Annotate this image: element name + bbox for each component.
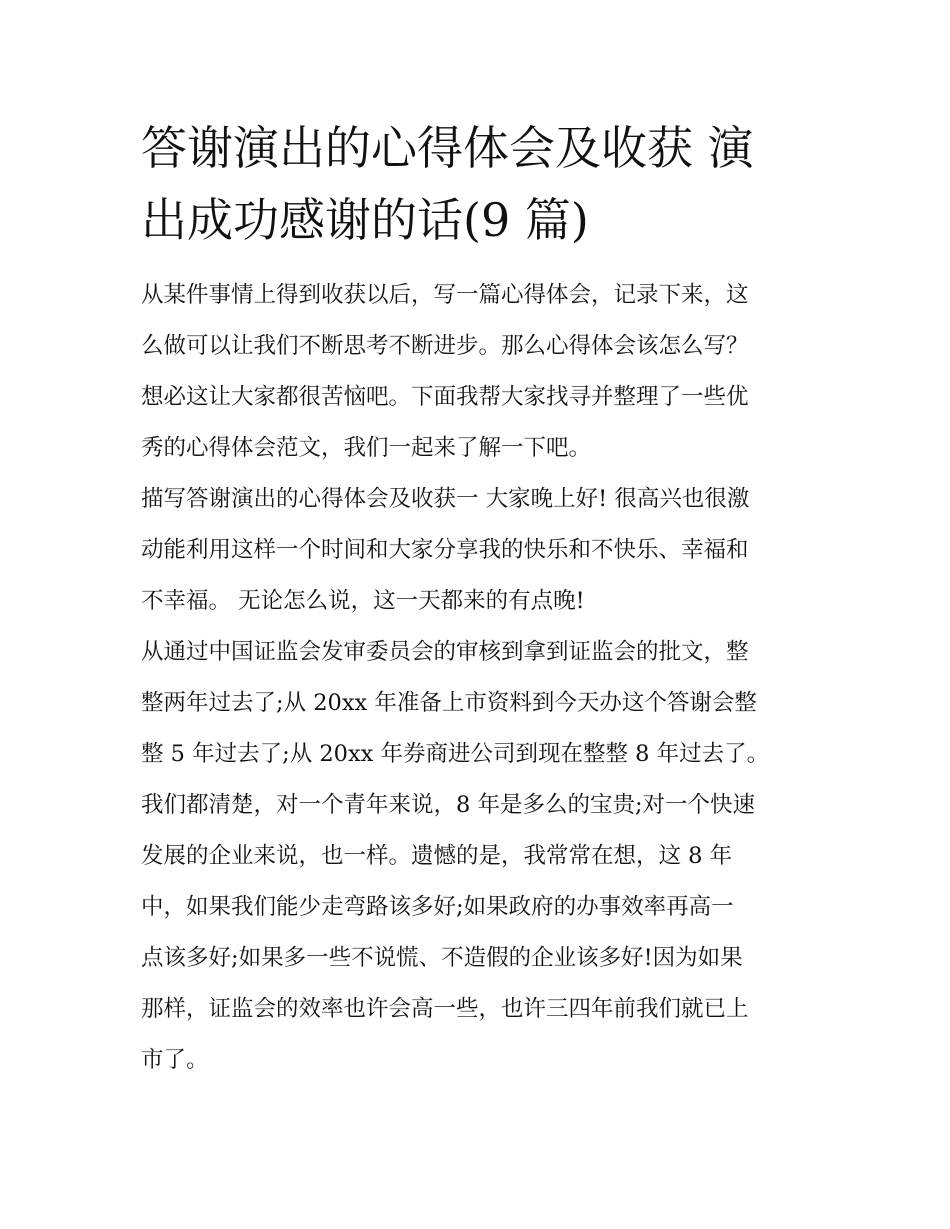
body-text-line: 从通过中国证监会发审委员会的审核到拿到证监会的批文，整 — [141, 639, 749, 665]
body-text-line: 么做可以让我们不断思考不断进步。那么心得体会该怎么写？ — [141, 333, 749, 359]
body-text-line: 描写答谢演出的心得体会及收获一 大家晚上好! 很高兴也很激 — [141, 486, 750, 512]
body-text-line: 整两年过去了;从 20xx 年准备上市资料到今天办这个答谢会整 — [141, 690, 757, 716]
title-line: 答谢演出的心得体会及收获 演 — [141, 121, 754, 175]
body-text-line: 市了。 — [141, 1047, 209, 1073]
document-content — [141, 112, 813, 1086]
body-text-line: 秀的心得体会范文，我们一起来了解一下吧。 — [141, 435, 592, 461]
body-text-line: 我们都清楚，对一个青年来说，8 年是多么的宝贵;对一个快速 — [141, 792, 756, 818]
body-text-line: 从某件事情上得到收获以后，写一篇心得体会，记录下来，这 — [141, 282, 749, 308]
document-title — [141, 112, 813, 256]
title-line: 出成功感谢的话(9 篇) — [141, 193, 589, 247]
body-text-line: 动能利用这样一个时间和大家分享我的快乐和不快乐、幸福和 — [141, 537, 749, 563]
body-text-line: 那样，证监会的效率也许会高一些，也许三四年前我们就已上 — [141, 996, 749, 1022]
body-text-line: 中，如果我们能少走弯路该多好;如果政府的办事效率再高一 — [141, 894, 734, 920]
body-text-line: 不幸福。 无论怎么说，这一天都来的有点晚! — [141, 588, 585, 614]
body-text-line: 点该多好;如果多一些不说慌、不造假的企业该多好!因为如果 — [141, 945, 743, 971]
document-body — [141, 270, 813, 1086]
body-text-line: 发展的企业来说，也一样。遗憾的是，我常常在想，这 8 年 — [141, 843, 733, 869]
body-text-line: 整 5 年过去了;从 20xx 年券商进公司到现在整整 8 年过去了。 — [141, 741, 770, 767]
body-text-line: 想必这让大家都很苦恼吧。下面我帮大家找寻并整理了一些优 — [141, 384, 749, 410]
